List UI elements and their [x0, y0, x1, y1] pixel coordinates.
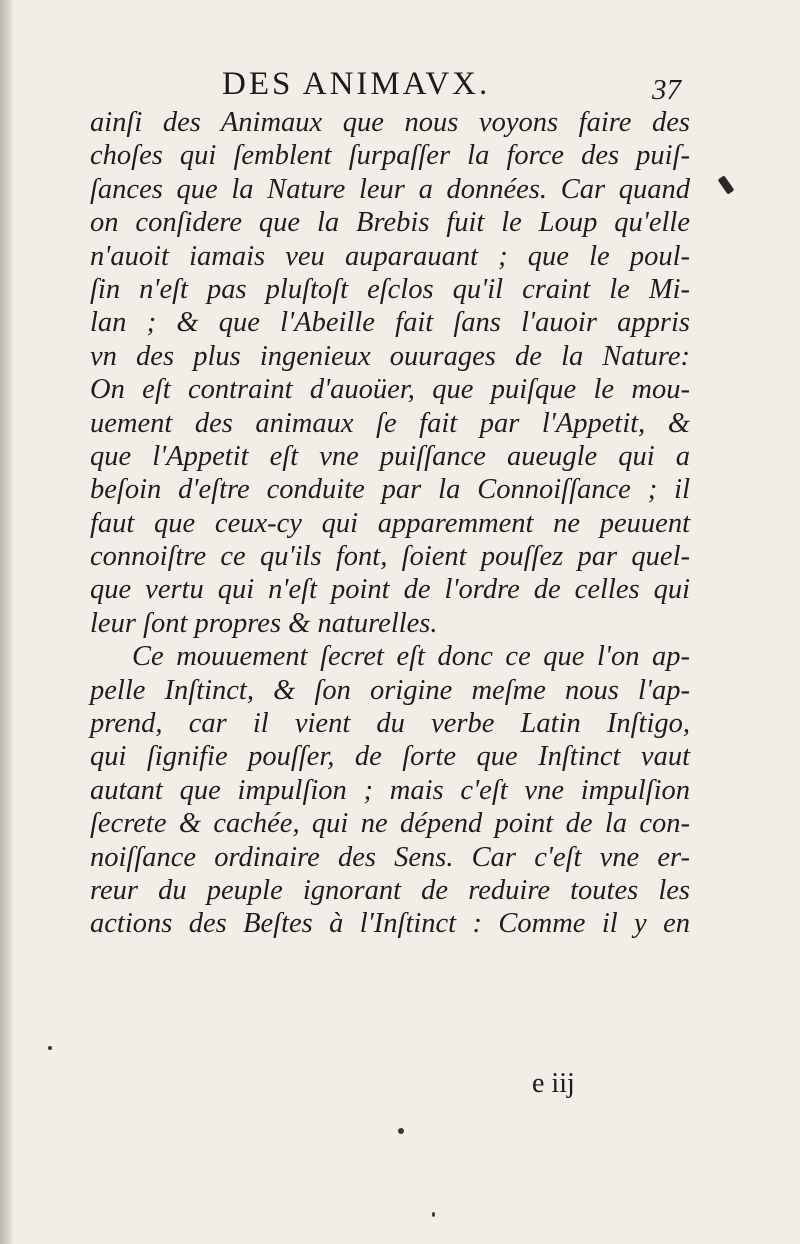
- text-line: beſoin d'eſtre conduite par la Connoiſſance ; il: [90, 474, 690, 506]
- text-line: noiſſance ordinaire des Sens. Car c'eſt vne er-: [90, 841, 690, 873]
- paragraph-start-line: Ce mouuement ſecret eſt donc ce que l'on ap-: [132, 641, 690, 673]
- text-line: choſes qui ſemblent ſurpaſſer la force des puiſ-: [90, 140, 690, 172]
- text-line: faut que ceux-cy qui apparemment ne peuuent: [90, 507, 690, 539]
- text-line: On eſt contraint d'auoüer, que puiſque le mou-: [90, 374, 690, 406]
- signature-mark: e iij: [532, 1068, 575, 1099]
- page-number: 37: [652, 74, 681, 106]
- text-line: ſecrete & cachée, qui ne dépend point de la con-: [90, 808, 690, 840]
- text-line: reur du peuple ignorant de reduire toutes les: [90, 874, 690, 906]
- ink-mark: [718, 175, 735, 194]
- running-head: [0, 62, 800, 106]
- text-line: connoiſtre ce qu'ils font, ſoient pouſſez par quel-: [90, 541, 690, 573]
- text-line: ſances que la Nature leur a données. Car quand: [90, 173, 690, 205]
- text-line: n'auoit iamais veu auparauant ; que le poul-: [90, 240, 690, 272]
- text-line: que l'Appetit eſt vne puiſſance aueugle qui a: [90, 440, 690, 472]
- ink-speck: [398, 1128, 404, 1134]
- text-line: qui ſignifie pouſſer, de ſorte que Inſtinct vaut: [90, 741, 690, 773]
- text-line: on conſidere que la Brebis fuit le Loup qu'elle: [90, 207, 690, 239]
- body-text: [90, 106, 690, 941]
- text-line: ainſi des Animaux que nous voyons faire des: [90, 107, 690, 138]
- text-line: pelle Inſtinct, & ſon origine meſme nous l'ap-: [90, 674, 690, 706]
- text-line: vn des plus ingenieux ouurages de la Nature:: [90, 340, 690, 372]
- text-line: lan ; & que l'Abeille fait ſans l'auoir appris: [90, 307, 690, 339]
- text-line: leur ſont propres & naturelles.: [90, 607, 438, 639]
- text-line: autant que impulſion ; mais c'eſt vne impulſion: [90, 774, 690, 806]
- running-head-title: DES ANIMAVX.: [222, 66, 491, 102]
- text-line: uement des animaux ſe fait par l'Appetit, &: [90, 407, 690, 439]
- text-line: ſin n'eſt pas pluſtoſt eſclos qu'il craint le Mi-: [90, 273, 690, 305]
- text-line: prend, car il vient du verbe Latin Inſtigo,: [90, 708, 690, 740]
- ink-speck: [48, 1046, 52, 1050]
- ink-speck: [432, 1212, 435, 1217]
- text-line: que vertu qui n'eſt point de l'ordre de celles qui: [90, 574, 690, 606]
- binding-shadow: [0, 0, 14, 1244]
- text-line: actions des Beſtes à l'Inſtinct : Comme il y en: [90, 908, 690, 940]
